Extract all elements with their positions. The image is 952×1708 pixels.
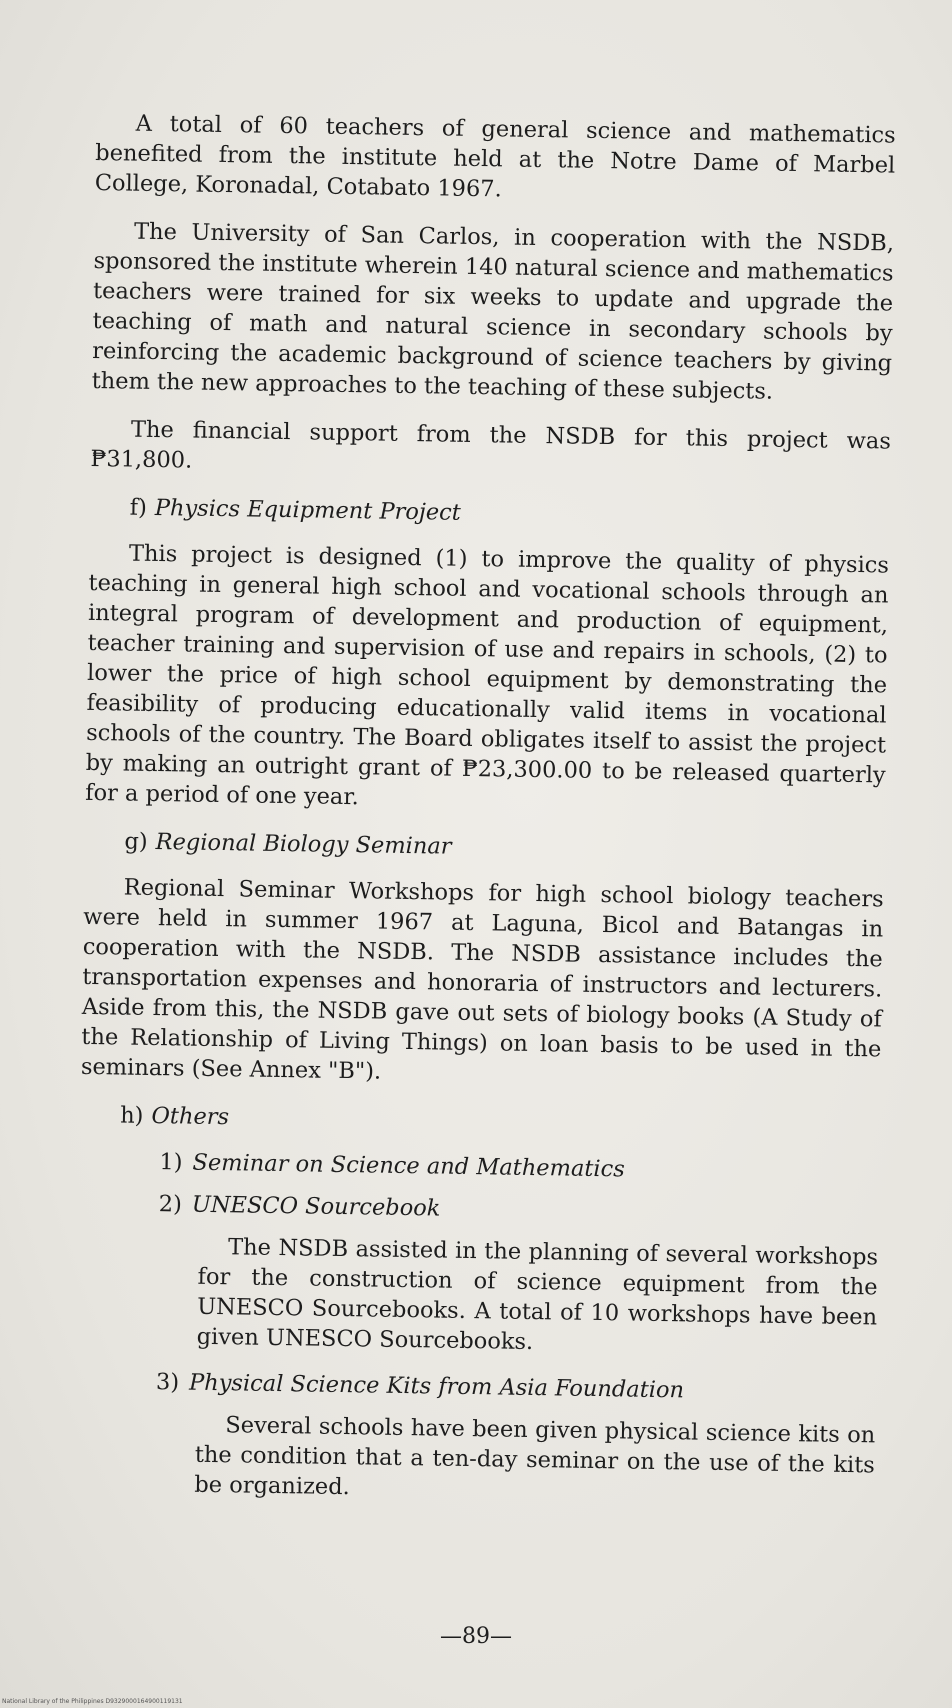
subheading-index: 3) (155, 1369, 180, 1396)
heading-title: Others (151, 1102, 230, 1131)
subheading-unesco-sourcebook (79, 1188, 879, 1231)
heading-physics-equipment (89, 492, 889, 535)
heading-title: Regional Biology Seminar (155, 829, 452, 860)
paragraph-biology-seminar: Regional Seminar Workshops for high school biology teachers were held in summer 1967 at Laguna, Bicol and Batangas in cooperation with the NSDB. The NSDB assistance includes the transportation expenses and honoraria of instructors and lecturers. Aside from this, the NSDB gave out sets of biology books (A Study of the Relationship of Living Things) on loan basis to be used in the seminars (See Annex "B"). (80, 874, 884, 1085)
paragraph-science-kits: Several schools have been given physical science kits on the condition that a ten-day seminar on the use of the kits be organized. (194, 1412, 876, 1501)
heading-index: f) (129, 494, 148, 521)
paragraph-unesco-workshops: The NSDB assisted in the planning of several workshops for the construction of science equipment from the UNESCO Sourcebooks. A total of 10 workshops have been given UNESCO Sourcebooks. (196, 1234, 879, 1356)
heading-index: h) (119, 1102, 144, 1129)
heading-biology-seminar (84, 826, 884, 869)
archive-footer: National Library of the Philippines D9329000164900119131 (2, 1698, 183, 1705)
subheading-index: 2) (158, 1191, 183, 1218)
paragraph-san-carlos: The University of San Carlos, in cooperation with the NSDB, sponsored the institute wherein 140 natural science and mathematics teachers were trained for six weeks to update and upgrade the teaching of math and natural science in secondary schools by reinforcing the academic background of science teachers by giving them the new approaches to the teaching of these subjects. (91, 218, 895, 405)
paragraph-financial-support: The financial support from the NSDB for this project was ₱31,800. (90, 416, 892, 474)
page-body (74, 108, 896, 1526)
subheading-index: 1) (159, 1149, 183, 1176)
subheading-physical-science-kits (76, 1366, 876, 1409)
subheading-title: Seminar on Science and Mathematics (192, 1149, 625, 1183)
paragraph-institute-marbel: A total of 60 teachers of general science and mathematics benefited from the institute held at the Notre Dame of Marbel College, Koronadal, Cotabato 1967. (94, 110, 896, 203)
paragraph-physics-project: This project is designed (1) to improve the quality of physics teaching in general high school and vocational schools through an integral program of development and production of equipment, teacher training and supervision of use and repairs in schools, (2) to lower the price of high school equipment by demonstrating the feasibility of producing educationally valid items in vocational schools of the country. The Board obligates itself to assist the project by making an outright grant of ₱23,300.00 to be released quarterly for a period of one year. (85, 540, 890, 811)
subheading-seminar-science-math (79, 1146, 879, 1189)
heading-title: Physics Equipment Project (154, 494, 462, 526)
subheading-title: UNESCO Sourcebook (191, 1191, 441, 1222)
page-number: —89— (440, 1624, 512, 1649)
subheading-title: Physical Science Kits from Asia Foundation (188, 1369, 685, 1404)
heading-index: g) (124, 828, 148, 855)
heading-others (80, 1100, 880, 1143)
